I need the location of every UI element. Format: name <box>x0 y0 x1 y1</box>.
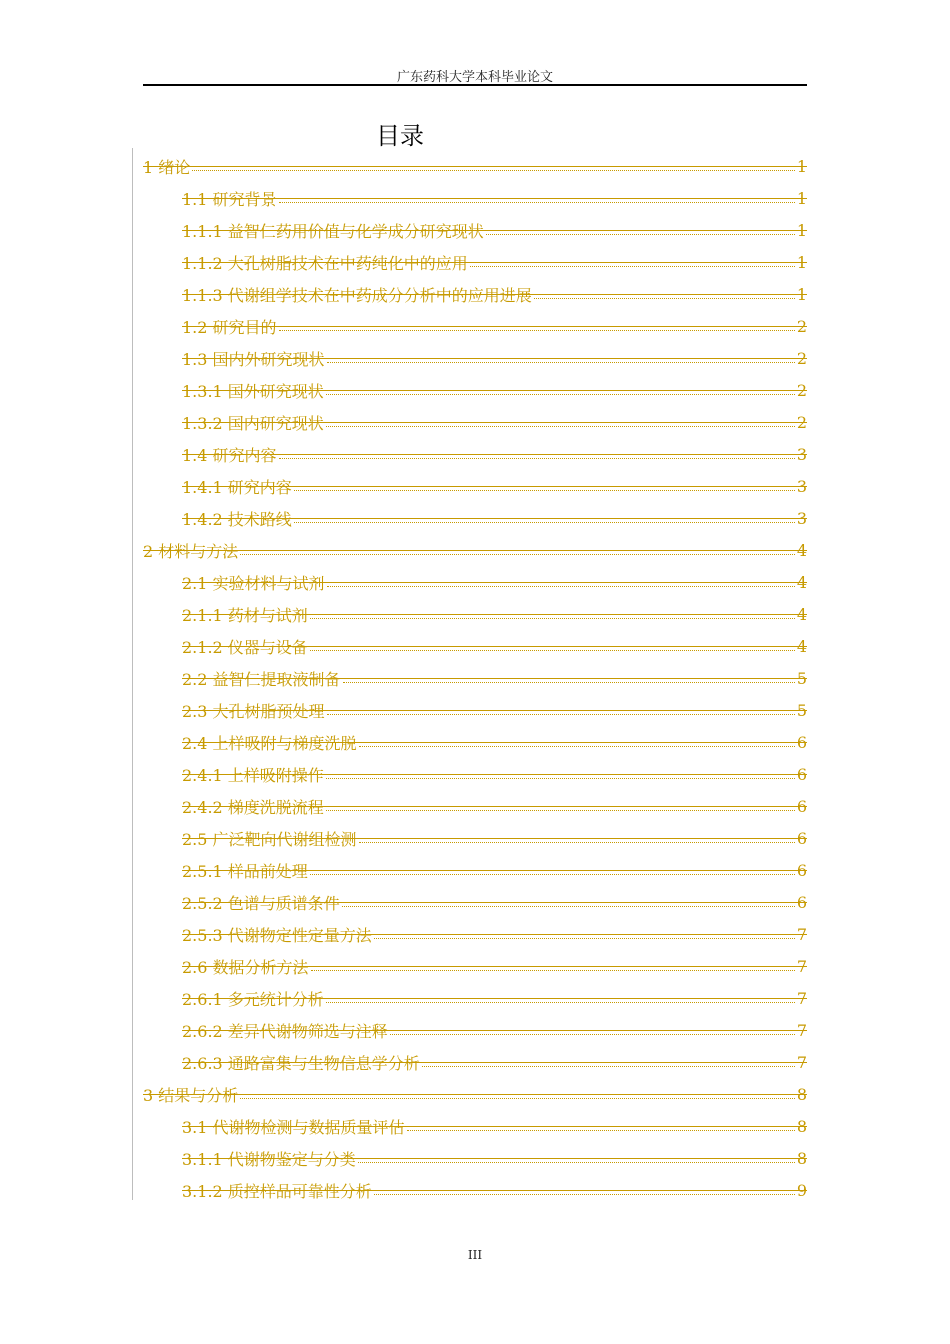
toc-entry-page: 9 <box>796 1180 807 1200</box>
toc-entry-page: 3 <box>796 444 807 464</box>
toc-entry-page: 2 <box>796 348 807 368</box>
toc-dot-leader <box>192 162 795 171</box>
toc-entry[interactable] <box>143 598 807 630</box>
toc-entry-text: 1.4.1 研究内容 <box>182 477 292 497</box>
toc-entry-text: 2.4.2 梯度洗脱流程 <box>182 797 324 817</box>
toc-entry[interactable] <box>143 374 807 406</box>
toc-entry-page: 6 <box>796 796 807 816</box>
page-number: III <box>467 1248 483 1262</box>
toc-entry[interactable] <box>143 1174 807 1206</box>
toc-entry-page: 2 <box>796 380 807 400</box>
toc-entry-page: 2 <box>796 412 807 432</box>
toc-dot-leader <box>326 770 795 779</box>
toc-entry[interactable] <box>143 406 807 438</box>
toc-dot-leader <box>279 450 795 459</box>
toc-entry-page: 6 <box>796 860 807 880</box>
toc-entry-page: 1 <box>796 284 807 304</box>
toc-dot-leader <box>310 610 795 619</box>
toc-entry[interactable] <box>143 246 807 278</box>
toc-entry-page: 8 <box>796 1148 807 1168</box>
toc-entry-page: 7 <box>796 1052 807 1072</box>
toc-entry-text: 3.1.2 质控样品可靠性分析 <box>182 1181 372 1201</box>
toc-entry-page: 5 <box>796 700 807 720</box>
toc-entry[interactable] <box>143 502 807 534</box>
toc-dot-leader <box>470 258 795 267</box>
toc-dot-leader <box>326 802 795 811</box>
header-rule <box>143 84 807 86</box>
toc-entry-page: 1 <box>796 220 807 240</box>
toc-entry-text: 1.1.2 大孔树脂技术在中药纯化中的应用 <box>182 253 468 273</box>
toc-entry-text: 1.1 研究背景 <box>182 189 277 209</box>
table-of-contents <box>143 150 807 1206</box>
toc-entry[interactable] <box>143 918 807 950</box>
toc-entry-text: 1.4 研究内容 <box>182 445 277 465</box>
toc-dot-leader <box>374 1186 795 1195</box>
toc-entry-text: 1.3 国内外研究现状 <box>182 349 325 369</box>
toc-entry-page: 4 <box>796 572 807 592</box>
toc-entry-page: 8 <box>796 1116 807 1136</box>
toc-entry-text: 3.1 代谢物检测与数据质量评估 <box>182 1117 405 1137</box>
margin-line <box>132 148 133 1200</box>
toc-entry-text: 1 绪论 <box>143 157 191 177</box>
toc-dot-leader <box>407 1122 795 1131</box>
toc-entry[interactable] <box>143 214 807 246</box>
toc-entry-page: 1 <box>796 252 807 272</box>
toc-entry-text: 3.1.1 代谢物鉴定与分类 <box>182 1149 356 1169</box>
toc-dot-leader <box>326 386 795 395</box>
toc-dot-leader <box>486 226 795 235</box>
toc-dot-leader <box>327 706 795 715</box>
toc-entry-page: 3 <box>796 476 807 496</box>
toc-entry-page: 3 <box>796 508 807 528</box>
toc-entry-page: 6 <box>796 828 807 848</box>
toc-entry-text: 2.4.1 上样吸附操作 <box>182 765 324 785</box>
toc-entry[interactable] <box>143 886 807 918</box>
toc-entry-text: 2.5 广泛靶向代谢组检测 <box>182 829 357 849</box>
toc-entry-text: 1.1.1 益智仁药用价值与化学成分研究现状 <box>182 221 484 241</box>
toc-entry-page: 4 <box>796 636 807 656</box>
toc-entry[interactable] <box>143 150 807 182</box>
toc-entry-text: 2 材料与方法 <box>143 541 239 561</box>
toc-entry[interactable] <box>143 1078 807 1110</box>
toc-entry-page: 6 <box>796 732 807 752</box>
toc-entry-text: 2.6.1 多元统计分析 <box>182 989 324 1009</box>
toc-entry-text: 2.5.2 色谱与质谱条件 <box>182 893 340 913</box>
toc-entry-page: 4 <box>796 540 807 560</box>
toc-dot-leader <box>279 322 795 331</box>
toc-entry[interactable] <box>143 1014 807 1046</box>
toc-entry[interactable] <box>143 182 807 214</box>
toc-entry-page: 7 <box>796 956 807 976</box>
toc-dot-leader <box>294 514 795 523</box>
toc-entry[interactable] <box>143 726 807 758</box>
toc-entry-page: 8 <box>796 1084 807 1104</box>
toc-entry-text: 1.3.1 国外研究现状 <box>182 381 324 401</box>
toc-entry-text: 1.4.2 技术路线 <box>182 509 292 529</box>
toc-entry-text: 2.1.1 药材与试剂 <box>182 605 308 625</box>
toc-entry[interactable] <box>143 790 807 822</box>
toc-dot-leader <box>422 1058 795 1067</box>
toc-entry-page: 6 <box>796 892 807 912</box>
toc-entry-text: 3 结果与分析 <box>143 1085 239 1105</box>
toc-entry[interactable] <box>143 854 807 886</box>
toc-dot-leader <box>240 546 795 555</box>
toc-entry-text: 2.1.2 仪器与设备 <box>182 637 308 657</box>
toc-entry-page: 1 <box>796 188 807 208</box>
toc-entry-page: 2 <box>796 316 807 336</box>
toc-dot-leader <box>294 482 795 491</box>
toc-entry-text: 2.3 大孔树脂预处理 <box>182 701 325 721</box>
toc-entry[interactable] <box>143 1142 807 1174</box>
toc-dot-leader <box>310 642 795 651</box>
toc-entry[interactable] <box>143 822 807 854</box>
toc-entry[interactable] <box>143 342 807 374</box>
toc-entry-text: 2.6 数据分析方法 <box>182 957 309 977</box>
toc-dot-leader <box>327 354 795 363</box>
toc-dot-leader <box>279 194 795 203</box>
page-header: 广东药科大学本科毕业论文 <box>396 70 553 85</box>
toc-entry[interactable] <box>143 1110 807 1142</box>
toc-entry[interactable] <box>143 694 807 726</box>
toc-entry-text: 2.1 实验材料与试剂 <box>182 573 325 593</box>
toc-entry-text: 2.5.1 样品前处理 <box>182 861 308 881</box>
toc-entry[interactable] <box>143 662 807 694</box>
toc-dot-leader <box>342 898 795 907</box>
toc-dot-leader <box>390 1026 795 1035</box>
toc-entry[interactable] <box>143 758 807 790</box>
toc-entry[interactable] <box>143 566 807 598</box>
toc-title: 目录 <box>376 122 424 150</box>
toc-dot-leader <box>327 578 795 587</box>
toc-entry[interactable] <box>143 950 807 982</box>
toc-dot-leader <box>358 1154 795 1163</box>
toc-dot-leader <box>374 930 795 939</box>
toc-entry[interactable] <box>143 470 807 502</box>
toc-entry[interactable] <box>143 278 807 310</box>
toc-entry-page: 4 <box>796 604 807 624</box>
toc-entry-page: 7 <box>796 924 807 944</box>
toc-dot-leader <box>311 962 795 971</box>
toc-dot-leader <box>310 866 795 875</box>
toc-entry[interactable] <box>143 630 807 662</box>
toc-entry-page: 5 <box>796 668 807 688</box>
toc-entry-text: 2.4 上样吸附与梯度洗脱 <box>182 733 357 753</box>
toc-entry-text: 1.2 研究目的 <box>182 317 277 337</box>
toc-dot-leader <box>359 738 795 747</box>
toc-entry-text: 2.5.3 代谢物定性定量方法 <box>182 925 372 945</box>
toc-entry-page: 6 <box>796 764 807 784</box>
toc-entry-text: 2.6.3 通路富集与生物信息学分析 <box>182 1053 420 1073</box>
toc-entry-text: 1.1.3 代谢组学技术在中药成分分析中的应用进展 <box>182 285 532 305</box>
toc-entry-text: 1.3.2 国内研究现状 <box>182 413 324 433</box>
toc-dot-leader <box>343 674 795 683</box>
toc-entry-text: 2.2 益智仁提取液制备 <box>182 669 341 689</box>
toc-entry-page: 7 <box>796 1020 807 1040</box>
toc-dot-leader <box>326 418 795 427</box>
toc-entry-page: 7 <box>796 988 807 1008</box>
toc-entry[interactable] <box>143 534 807 566</box>
toc-entry[interactable] <box>143 438 807 470</box>
toc-entry-text: 2.6.2 差异代谢物筛选与注释 <box>182 1021 388 1041</box>
toc-entry[interactable] <box>143 310 807 342</box>
toc-entry-page: 1 <box>796 156 807 176</box>
toc-entry[interactable] <box>143 982 807 1014</box>
toc-dot-leader <box>534 290 795 299</box>
toc-entry[interactable] <box>143 1046 807 1078</box>
toc-dot-leader <box>240 1090 795 1099</box>
toc-dot-leader <box>326 994 795 1003</box>
toc-dot-leader <box>359 834 795 843</box>
